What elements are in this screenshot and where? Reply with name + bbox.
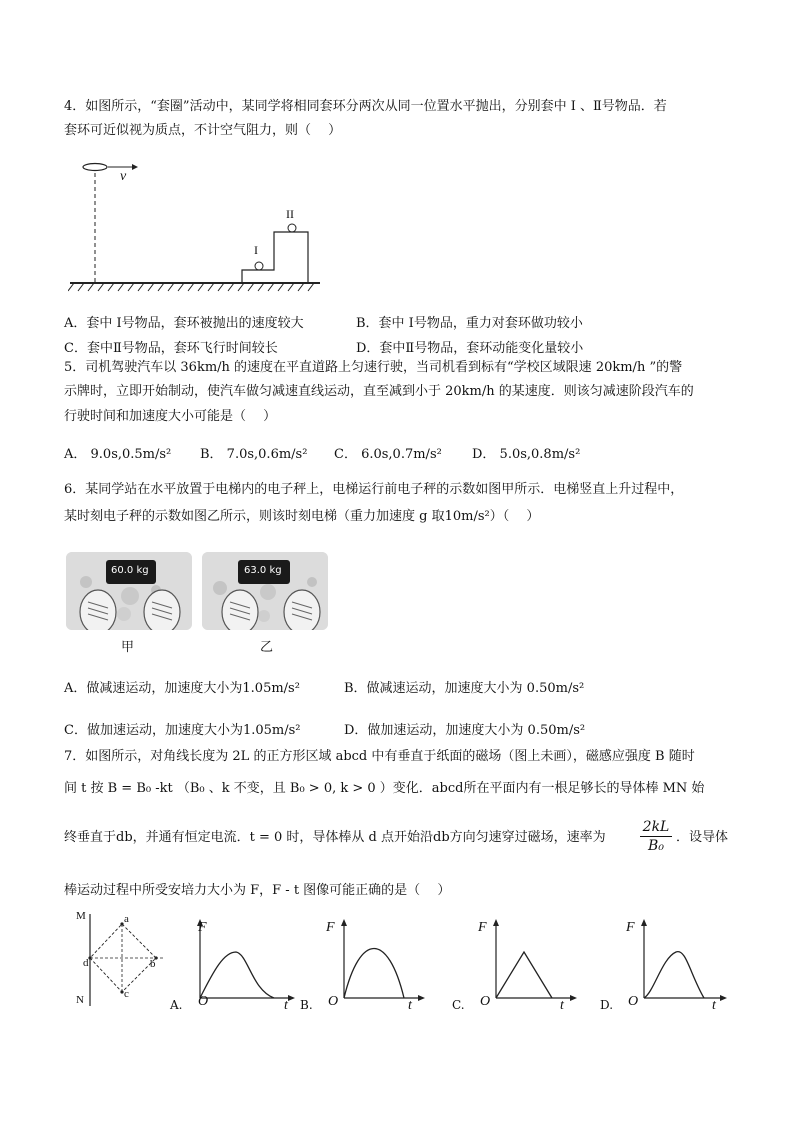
q4-option-c: C．套中Ⅱ号物品，套环飞行时间较长 [64, 341, 278, 356]
graph-b [300, 918, 425, 1014]
graph-b-t-axis-label: t [408, 998, 412, 1013]
q4-stem-line1: 4．如图所示，“套圈”活动中，某同学将相同套环分两次从同一位置水平抛出，分别套中 Ⅰ 、Ⅱ号物品．若 [64, 99, 667, 114]
scale-reading-yi: 63.0 kg [244, 565, 282, 576]
graph-c-f-axis-label: F [478, 920, 487, 935]
graph-b-f-axis-label: F [326, 920, 335, 935]
vertex-a-label: a [124, 913, 129, 925]
velocity-fraction [640, 818, 672, 855]
q7-stem-line4: 棒运动过程中所受安培力大小为 F，F - t 图像可能正确的是（ ） [64, 883, 451, 898]
velocity-label: v [120, 169, 127, 184]
graph-c-letter: C. [452, 998, 465, 1012]
q5-stem-line2: 示牌时，立即开始制动，使汽车做匀减速直线运动，直至减到小于 20km/h 的某速度．则该匀减速阶段汽车的 [64, 384, 694, 399]
q5-option-b: B． 7.0s,0.6m/s² [200, 447, 308, 462]
graph-c [452, 918, 577, 1014]
fraction-denominator: B₀ [648, 838, 664, 854]
scale-photo-yi [202, 552, 328, 630]
q7-stem-line2: 间 t 按 B = B₀ -kt （B₀ 、k 不变，且 B₀ > 0, k > 0 ）变化．abcd所在平面内有一根足够长的导体棒 MN 始 [64, 781, 705, 796]
graph-d-t-axis-label: t [712, 998, 716, 1013]
q4-option-b: B．套中 Ⅰ号物品，重力对套环做功较小 [356, 316, 583, 331]
q6-option-a: A．做减速运动，加速度大小为1.05m/s² [64, 681, 300, 696]
q7-field-figure [72, 910, 168, 1010]
graph-a-letter: A. [170, 998, 183, 1012]
graph-b-letter: B. [300, 998, 313, 1012]
q4-option-a: A．套中 Ⅰ号物品，套环被抛出的速度较大 [64, 316, 304, 331]
q5-stem-line1: 5．司机驾驶汽车以 36km/h 的速度在平直道路上匀速行驶，当司机看到标有“学校区域限速 20km/h ”的警 [64, 360, 683, 375]
rod-end-n-label: N [76, 994, 84, 1006]
q6-stem-line2: 某时刻电子秤的示数如图乙所示，则该时刻电梯（重力加速度 g 取10m/s²）（ ） [64, 509, 540, 524]
fraction-numerator: 2kL [640, 818, 672, 837]
rod-end-m-label: M [76, 910, 86, 922]
graph-a-f-axis-label: F [198, 920, 207, 935]
scale-photo-jia [66, 552, 192, 630]
graph-c-t-axis-label: t [560, 998, 564, 1013]
caption-jia: 甲 [121, 640, 135, 655]
q7-stem-line1: 7．如图所示，对角线长度为 2L 的正方形区域 abcd 中有垂直于纸面的磁场（图上未画），磁感应强度 B 随时 [64, 749, 695, 764]
graph-b-origin-label: O [328, 994, 339, 1009]
graph-d-origin-label: O [628, 994, 639, 1009]
q6-option-b: B．做减速运动，加速度大小为 0.50m/s² [344, 681, 585, 696]
item-2-label: II [286, 207, 294, 221]
graph-a [170, 918, 295, 1014]
graph-d-f-axis-label: F [626, 920, 635, 935]
q4-ring-figure [68, 155, 328, 295]
q5-option-a: A． 9.0s,0.5m/s² [64, 447, 172, 462]
scale-reading-jia: 60.0 kg [111, 565, 149, 576]
q4-stem-line2: 套环可近似视为质点，不计空气阻力，则（ ） [64, 123, 342, 138]
q7-stem-line3b: ．设导体 [676, 830, 729, 845]
q6-option-d: D．做加速运动，加速度大小为 0.50m/s² [344, 723, 586, 738]
q5-option-c: C． 6.0s,0.7m/s² [334, 447, 442, 462]
q5-stem-line3: 行驶时间和加速度大小可能是（ ） [64, 409, 277, 424]
graph-d-letter: D. [600, 998, 614, 1012]
q4-option-d: D．套中Ⅱ号物品，套环动能变化量较小 [356, 341, 584, 356]
q7-stem-line3a: 终垂直于db，并通有恒定电流．t = 0 时，导体棒从 d 点开始沿db方向匀速穿过磁场，速率为 [64, 830, 606, 845]
graph-d [600, 918, 730, 1014]
graph-c-origin-label: O [480, 994, 491, 1009]
q6-stem-line1: 6．某同学站在水平放置于电梯内的电子秤上，电梯运行前电子秤的示数如图甲所示．电梯竖直上升过程中， [64, 482, 684, 497]
vertex-c-label: c [124, 988, 129, 1000]
q5-option-d: D． 5.0s,0.8m/s² [472, 447, 581, 462]
vertex-d-label: d [83, 957, 89, 969]
graph-a-t-axis-label: t [284, 998, 288, 1013]
graph-a-origin-label: O [198, 994, 209, 1009]
item-1-label: I [254, 243, 258, 257]
q6-option-c: C．做加速运动，加速度大小为1.05m/s² [64, 723, 301, 738]
vertex-b-label: b [150, 958, 156, 970]
caption-yi: 乙 [260, 640, 274, 655]
